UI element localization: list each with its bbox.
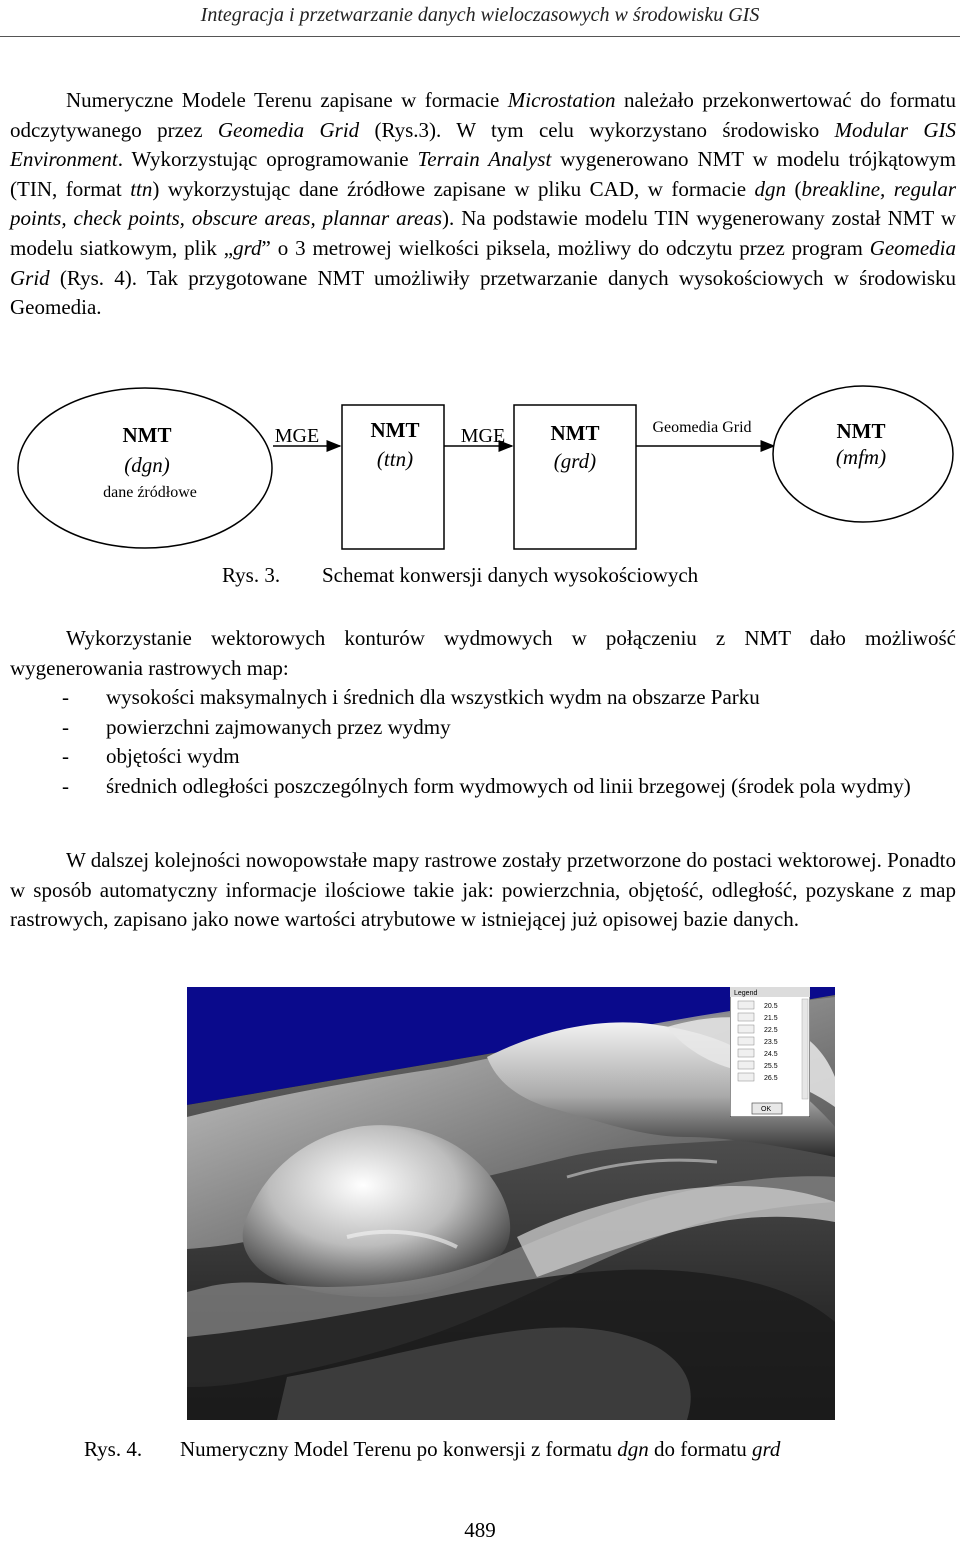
list-item: - średnich odległości poszczególnych form wydmowych od linii brzegowej (środek pola wydmy): [62, 773, 911, 798]
node-ttn-title: NMT: [370, 418, 420, 442]
node-ttn-format: (ttn): [376, 447, 414, 471]
legend-title: Legend: [734, 990, 758, 997]
node-mfm-title: NMT: [836, 419, 886, 443]
list-item: - objętości wydm: [62, 744, 240, 769]
legend-value: 23.5: [764, 1039, 778, 1046]
node-mfm: [773, 386, 953, 522]
node-mfm-format: (mfm): [835, 445, 887, 469]
node-dgn-title: NMT: [122, 423, 172, 447]
node-ttn: [342, 405, 444, 549]
paragraph-2: Wykorzystanie wektorowych konturów wydmowych w połączeniu z NMT dało możliwość wygenerowania rastrowych map:: [10, 626, 956, 680]
node-dgn-format: (dgn): [124, 453, 170, 477]
node-grd: [514, 405, 636, 549]
figure-4-label: Rys. 4.: [84, 1437, 143, 1461]
figure-3-label: Rys. 3.: [222, 563, 281, 587]
figure-3-caption: Schemat konwersji danych wysokościowych: [322, 563, 699, 587]
paragraph-3: W dalszej kolejności nowopowstałe mapy rastrowe zostały przetworzone do postaci wektorowej. Ponadto w sposób automatyczny informacje ilościowe takie jak: powierzchnia, objętość, odległość, pozyskane z map rastrowych, zapisano jako nowe wartości atrybutowe w istniejącej już opisowej bazie danych.: [10, 848, 956, 932]
arrow-label-mge-2: MGE: [460, 425, 506, 447]
legend-value: 20.5: [764, 1003, 778, 1010]
legend-value: 22.5: [764, 1027, 778, 1034]
running-header: Integracja i przetwarzanie danych wieloczasowych w środowisku GIS: [200, 4, 760, 26]
legend-value: 21.5: [764, 1015, 778, 1022]
node-dgn-sub: dane źródłowe: [103, 484, 197, 501]
paragraph-1: Numeryczne Modele Terenu zapisane w formacie Microstation należało przekonwertować do formatu odczytywanego przez Geomedia Grid (Rys.3). W tym celu wykorzystano środowisko Modular GIS Environment. Wykorzystując oprogramowanie Terrain Analyst wygenerowano NMT w modelu trójkątowym (TIN, format ttn) wykorzystując dane źródłowe zapisane w pliku CAD, w formacie dgn (breakline, regular points, check points, obscure areas, plannar areas). Na podstawie modelu TIN wygenerowany został NMT w modelu siatkowym, plik „grd” o 3 metrowej wielkości piksela, możliwy do odczytu przez program Geomedia Grid (Rys. 4). Tak przygotowane NMT umożliwiły przetwarzanie danych wysokościowych w środowisku Geomedia.: [10, 88, 956, 320]
raster-map-list: [62, 683, 956, 801]
node-dgn: [18, 388, 272, 548]
legend-value: 25.5: [764, 1063, 778, 1070]
conversion-diagram: [10, 380, 956, 552]
header-rule: [0, 36, 960, 37]
page-number: 489: [464, 1518, 496, 1542]
list-item: - wysokości maksymalnych i średnich dla wszystkich wydm na obszarze Parku: [62, 685, 760, 709]
legend-ok-label: OK: [761, 1106, 772, 1113]
legend-value: 24.5: [764, 1051, 778, 1058]
legend-value: 26.5: [764, 1075, 778, 1082]
node-grd-format: (grd): [553, 449, 597, 473]
legend-dialog: [730, 987, 810, 1117]
figure-4-caption: Numeryczny Model Terenu po konwersji z formatu dgn do formatu grd: [180, 1437, 781, 1461]
arrow-label-geomedia-grid: Geomedia Grid: [652, 419, 752, 436]
arrow-label-mge-1: MGE: [274, 425, 320, 447]
terrain-render-figure: [187, 987, 835, 1420]
legend-panel: [730, 987, 810, 1117]
node-grd-title: NMT: [550, 421, 600, 445]
list-item: - powierzchni zajmowanych przez wydmy: [62, 714, 451, 739]
legend-scrollbar[interactable]: [802, 999, 808, 1099]
